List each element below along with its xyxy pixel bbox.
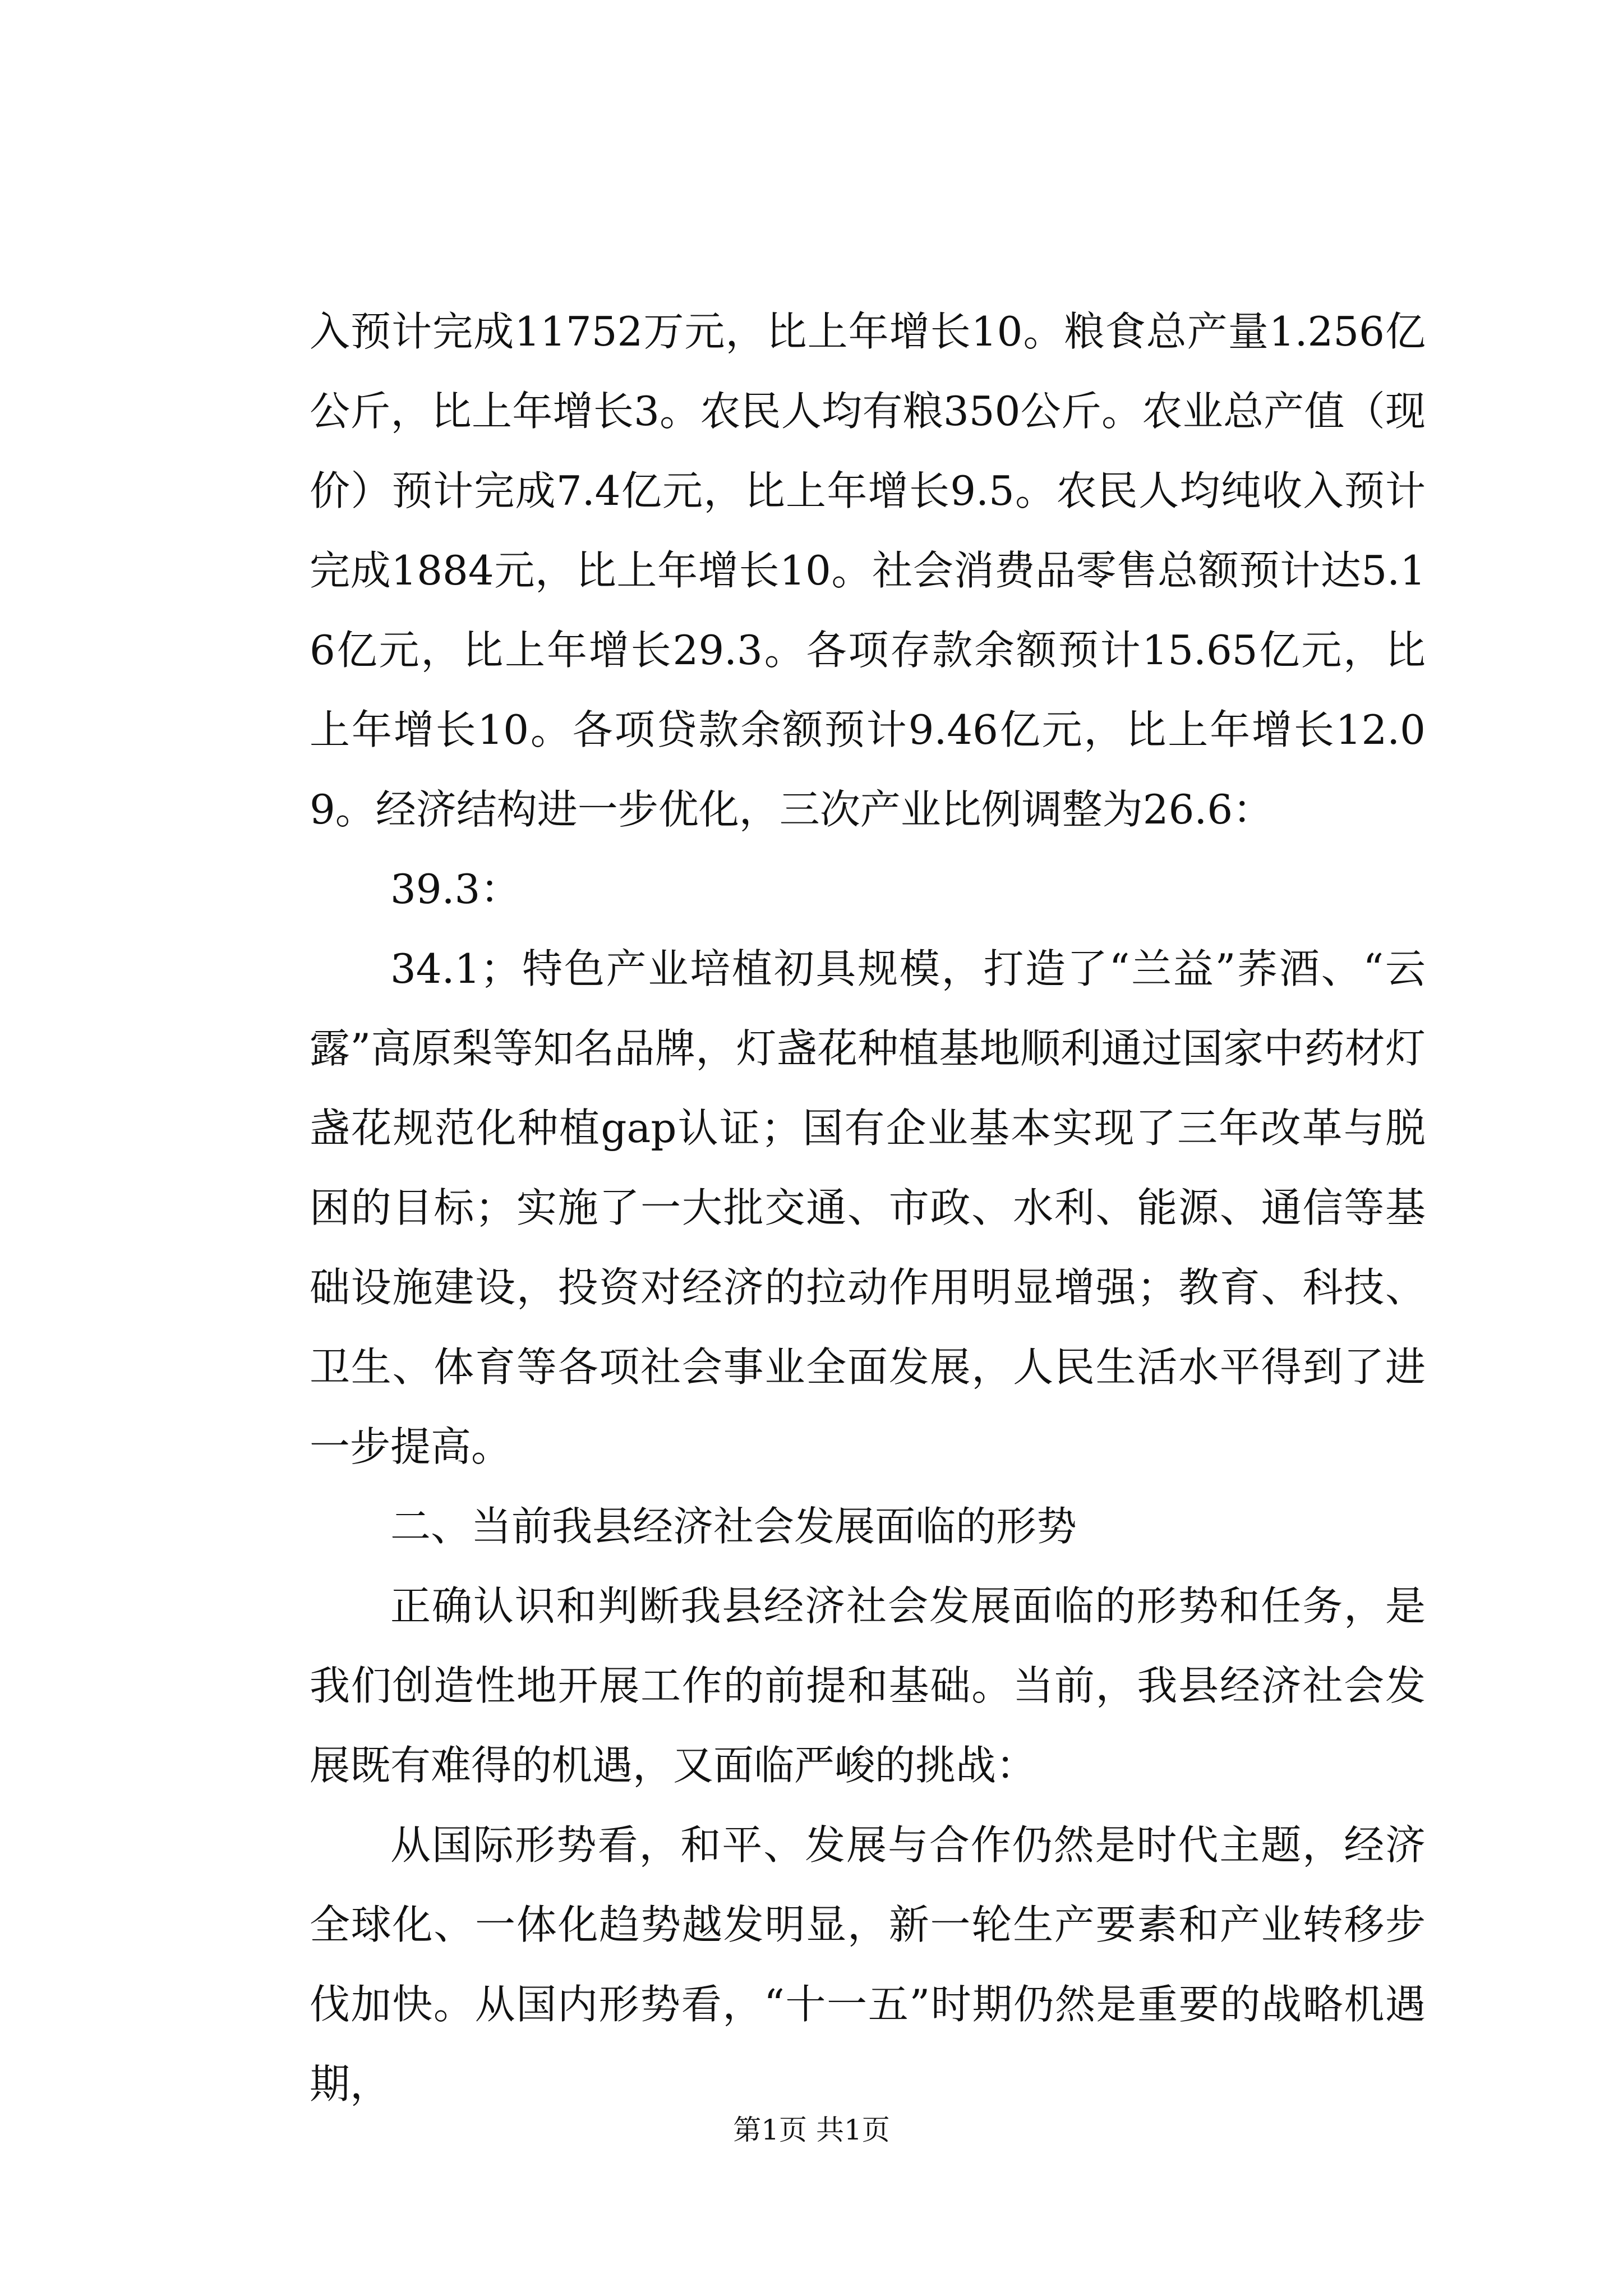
paragraph-5: 从国际形势看，和平、发展与合作仍然是时代主题，经济全球化、一体化趋势越发明显，新一轮生产要素和产业转移步伐加快。从国内形势看，“十一五”时期仍然是重要的战略机遇期， <box>310 1821 1426 2108</box>
paragraph-1: 入预计完成11752万元，比上年增长10。粮食总产量1.256亿公斤，比上年增长3。农民人均有粮350公斤。农业总产值（现价）预计完成7.4亿元，比上年增长9.5。农民人均纯收入预计完成1884元，比上年增长10。社会消费品零售总额预计达5.16亿元，比上年增长29.3。各项存款余额预计15.65亿元，比上年增长10。各项贷款余额预计9.46亿元，比上年增长12.09。经济结构进一步优化，三次产业比例调整为26.6： <box>310 308 1426 833</box>
paragraph-3: 34.1；特色产业培植初具规模，打造了“兰益”荞酒、“云露”高原梨等知名品牌，灯盏花种植基地顺利通过国家中药材灯盏花规范化种植gap认证；国有企业基本实现了三年改革与脱困的目标；实施了一大批交通、市政、水利、能源、通信等基础设施建设，投资对经济的拉动作用明显增强；教育、科技、卫生、体育等各项社会事业全面发展，人民生活水平得到了进一步提高。 <box>310 945 1426 1470</box>
document-body <box>310 292 1426 2124</box>
paragraph-2: 39.3： <box>390 866 521 913</box>
page-footer: 第1页 共1页 <box>733 2114 890 2146</box>
section-heading: 二、当前我县经济社会发展面临的形势 <box>390 1503 1077 1550</box>
paragraph-4: 正确认识和判断我县经济社会发展面临的形势和任务，是我们创造性地开展工作的前提和基础。当前，我县经济社会发展既有难得的机遇，又面临严峻的挑战： <box>310 1582 1426 1789</box>
